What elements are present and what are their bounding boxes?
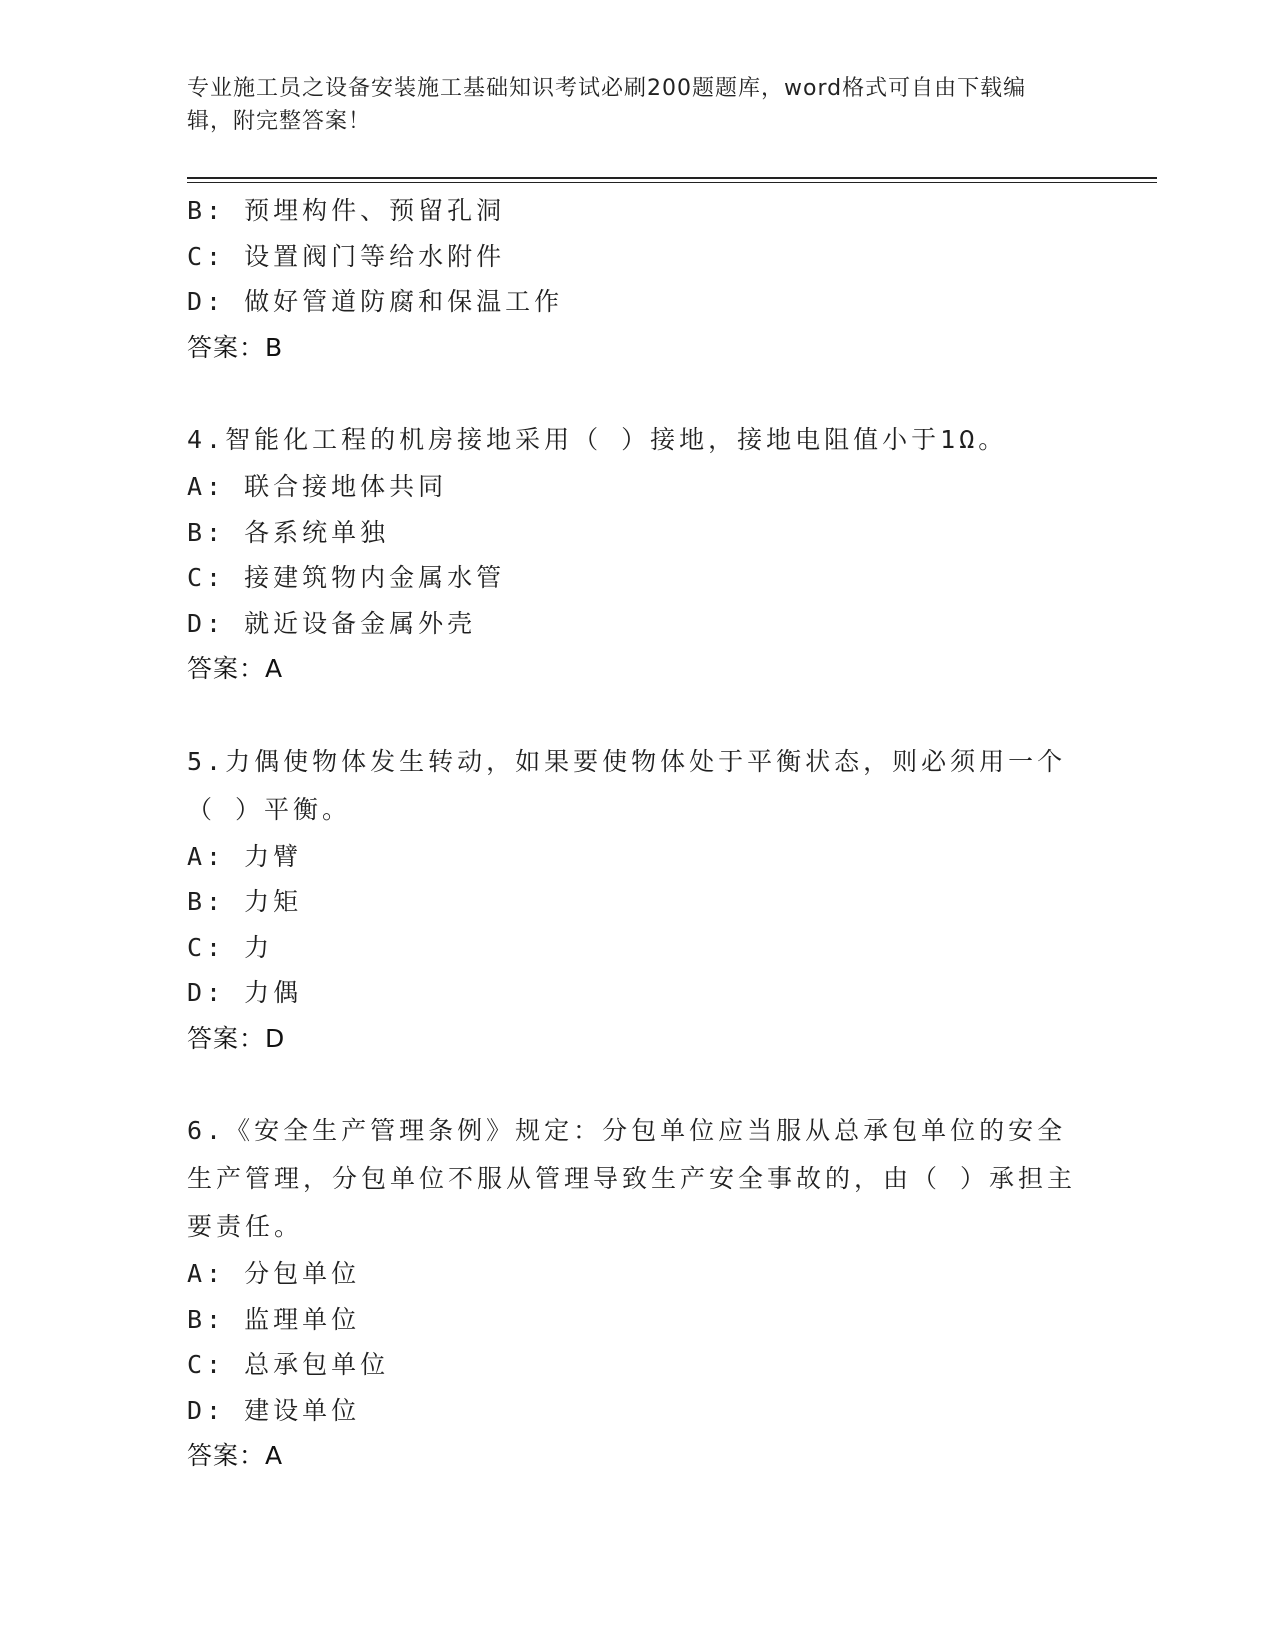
option-d: D: 做好管道防腐和保温工作 — [187, 287, 564, 316]
answer-label: 答案：A — [187, 654, 284, 683]
option-c: C: 接建筑物内金属水管 — [187, 563, 506, 592]
answer-label: 答案：B — [187, 332, 284, 362]
header-divider-thick — [187, 177, 1157, 179]
question-fragment — [187, 188, 1087, 370]
option-b: B: 力矩 — [187, 887, 303, 916]
document-header-title: 专业施工员之设备安装施工基础知识考试必刷200题题库，word格式可自由下载编辑，附完整答案！ — [187, 76, 1027, 134]
question-stem: 4.智能化工程的机房接地采用（ ）接地，接地电阻值小于1Ω。 — [187, 425, 1008, 454]
option-a: A: 联合接地体共同 — [187, 472, 448, 501]
question-5 — [187, 738, 1087, 1062]
question-list — [187, 188, 1087, 1479]
answer-label: 答案：D — [187, 1023, 286, 1053]
question-stem: 5.力偶使物体发生转动，如果要使物体处于平衡状态，则必须用一个（ ）平衡。 — [187, 746, 1067, 824]
answer-label: 答案：A — [187, 1441, 284, 1470]
option-a: A: 力臂 — [187, 841, 303, 871]
option-d: D: 力偶 — [187, 978, 303, 1007]
option-a: A: 分包单位 — [187, 1259, 361, 1288]
option-d: D: 就近设备金属外壳 — [187, 608, 477, 638]
option-b: B: 各系统单独 — [187, 517, 390, 547]
option-b: B: 监理单位 — [187, 1304, 361, 1334]
option-b: B: 预埋构件、预留孔洞 — [187, 196, 506, 225]
option-c: C: 力 — [187, 932, 274, 962]
option-c: C: 设置阀门等给水附件 — [187, 241, 506, 271]
header-divider-thin — [187, 182, 1157, 183]
option-c: C: 总承包单位 — [187, 1350, 390, 1379]
question-4 — [187, 416, 1087, 692]
option-d: D: 建设单位 — [187, 1395, 361, 1425]
question-stem: 6.《安全生产管理条例》规定：分包单位应当服从总承包单位的安全生产管理，分包单位不服从管理导致生产安全事故的，由（ ）承担主要责任。 — [187, 1116, 1077, 1241]
question-6 — [187, 1107, 1087, 1479]
